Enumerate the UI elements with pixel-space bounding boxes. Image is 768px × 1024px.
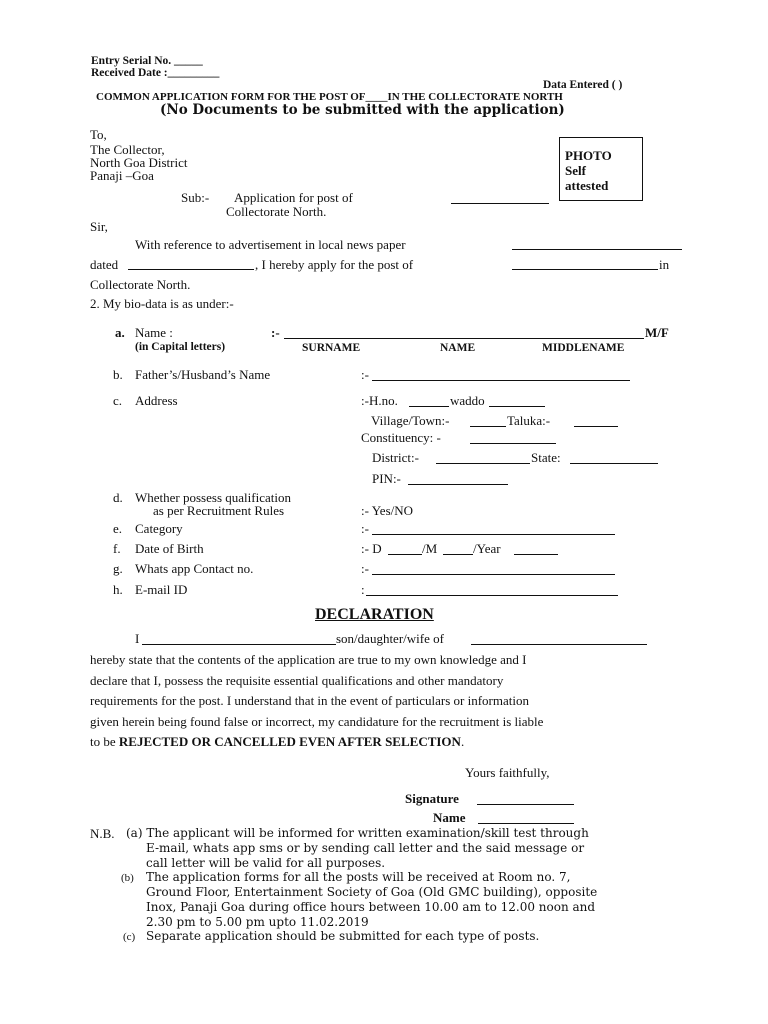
declaration-line-2: declare that I, possess the requisite essential qualifications and other mandatory xyxy=(90,673,504,688)
capital-letters-note: (in Capital letters) xyxy=(135,341,226,353)
nb-label: N.B. xyxy=(90,826,115,841)
item-f-label: f. xyxy=(113,541,121,556)
waddo-label: waddo xyxy=(450,393,485,408)
dob-day-label: :- D xyxy=(361,541,382,556)
item-g-label: g. xyxy=(113,561,123,576)
email-blank[interactable] xyxy=(366,584,618,596)
declaration-period: . xyxy=(460,734,465,749)
state-blank[interactable] xyxy=(570,452,658,464)
nb-b-line-3: Inox, Panaji Goa during office hours between 10.00 am to 12.00 noon and xyxy=(146,900,596,914)
rejection-warning: REJECTED OR CANCELLED EVEN AFTER SELECTION xyxy=(118,734,461,749)
in-label: in xyxy=(659,257,670,272)
closing-name-blank[interactable] xyxy=(478,812,574,824)
category-label: Category xyxy=(135,521,183,536)
nb-a-line-2: E-mail, whats app sms or by sending call letter and the said message or xyxy=(146,841,585,855)
whatsapp-separator: :- xyxy=(361,561,369,576)
dob-year-label: /Year xyxy=(473,541,501,556)
waddo-blank[interactable] xyxy=(489,395,545,407)
form-title: COMMON APPLICATION FORM FOR THE POST OF____IN THE COLLECTORATE NORTH xyxy=(96,91,563,103)
district-label: District:- xyxy=(372,450,419,465)
email-separator: : xyxy=(361,582,365,597)
taluka-label: Taluka:- xyxy=(507,413,551,428)
nb-b-line-2: Ground Floor, Entertainment Society of Goa (Old GMC building), opposite xyxy=(146,885,598,899)
photo-self-label: Self xyxy=(565,163,586,178)
declaration-line-4: given herein being found false or incorrect, my candidature for the recruitment is liable xyxy=(90,714,544,729)
pin-label: PIN:- xyxy=(372,471,401,486)
entry-serial-no: Entry Serial No. _____ xyxy=(91,55,203,67)
nb-a-line-1: (a) The applicant will be informed for written examination/skill test through xyxy=(126,826,589,840)
dob-month-label: /M xyxy=(422,541,438,556)
village-blank[interactable] xyxy=(470,415,506,427)
gender-label: M/F xyxy=(645,325,669,340)
category-blank[interactable] xyxy=(372,523,615,535)
taluka-blank[interactable] xyxy=(574,415,618,427)
surname-label: SURNAME xyxy=(302,342,361,354)
hno-blank[interactable] xyxy=(409,395,449,407)
dob-day-blank[interactable] xyxy=(388,543,422,555)
signature-label: Signature xyxy=(405,791,459,806)
nb-b-label: (b) xyxy=(121,872,134,884)
whatsapp-label: Whats app Contact no. xyxy=(135,561,254,576)
item-d-label: d. xyxy=(113,490,123,505)
subject-post-blank[interactable] xyxy=(451,192,549,204)
item-a-label: a. xyxy=(115,325,125,340)
qualification-label: Whether possess qualification xyxy=(135,490,291,505)
district-blank[interactable] xyxy=(436,452,530,464)
photo-attested-label: attested xyxy=(565,178,609,193)
middlename-label: MIDDLENAME xyxy=(542,342,625,354)
address-label: Address xyxy=(135,393,178,408)
dob-label: Date of Birth xyxy=(135,541,204,556)
declarant-name-blank[interactable] xyxy=(142,633,336,645)
declaration-line-1: hereby state that the contents of the application are true to my own knowledge and I xyxy=(90,652,527,667)
signature-blank[interactable] xyxy=(477,793,574,805)
dated-label: dated xyxy=(90,257,119,272)
relation-label: son/daughter/wife of xyxy=(336,631,444,646)
declaration-line-5-start: to be xyxy=(90,734,116,749)
declaration-line-5 xyxy=(90,734,464,750)
qualification-value: :- Yes/NO xyxy=(361,503,414,518)
photo-label: PHOTO xyxy=(565,148,612,163)
item-c-label: c. xyxy=(113,393,123,408)
address-line-3: Panaji –Goa xyxy=(90,168,154,183)
declaration-i: I xyxy=(135,631,140,646)
constituency-blank[interactable] xyxy=(470,432,556,444)
nb-c-line-1: Separate application should be submitted for each type of posts. xyxy=(146,929,540,943)
subject-text-2: Collectorate North. xyxy=(226,204,327,219)
whatsapp-blank[interactable] xyxy=(372,563,615,575)
no-documents-note: (No Documents to be submitted with the application) xyxy=(160,102,565,118)
nb-b-line-1: The application forms for all the posts will be received at Room no. 7, xyxy=(146,870,571,884)
data-entered: Data Entered ( ) xyxy=(543,79,623,91)
salutation: Sir, xyxy=(90,219,108,234)
nb-c-label: (c) xyxy=(123,931,136,943)
apply-text: , I hereby apply for the post of xyxy=(255,257,414,272)
item-b-label: b. xyxy=(113,367,123,382)
address-line-2: North Goa District xyxy=(90,155,188,170)
father-name-blank[interactable] xyxy=(372,369,630,381)
item-e-label: e. xyxy=(113,521,123,536)
photo-box xyxy=(559,137,643,201)
declaration-line-3: requirements for the post. I understand that in the event of particulars or information xyxy=(90,693,529,708)
post-blank[interactable] xyxy=(512,258,658,270)
subject-text: Application for post of xyxy=(234,190,353,205)
state-label: State: xyxy=(531,450,561,465)
name-label: Name : xyxy=(135,325,173,340)
subject-label: Sub:- xyxy=(181,190,210,205)
received-date: Received Date :_________ xyxy=(91,67,220,79)
category-separator: :- xyxy=(361,521,369,536)
nb-b-line-4: 2.30 pm to 5.00 pm upto 11.02.2019 xyxy=(146,915,369,929)
biodata-heading: 2. My bio-data is as under:- xyxy=(90,296,234,311)
name-column-label: NAME xyxy=(440,342,476,354)
pin-blank[interactable] xyxy=(408,473,508,485)
email-label: E-mail ID xyxy=(135,582,188,597)
declaration-title: DECLARATION xyxy=(315,606,434,623)
father-name-label: Father’s/Husband’s Name xyxy=(135,367,271,382)
newspaper-blank[interactable] xyxy=(512,238,682,250)
item-h-label: h. xyxy=(113,582,123,597)
village-label: Village/Town:- xyxy=(371,413,450,428)
name-separator: :- xyxy=(271,325,280,340)
nb-a-line-3: call letter will be valid for all purposes. xyxy=(146,856,386,870)
closing-name-label: Name xyxy=(433,810,466,825)
name-blank[interactable] xyxy=(284,327,644,339)
dob-year-blank[interactable] xyxy=(514,543,558,555)
qualification-label-2: as per Recruitment Rules xyxy=(153,503,285,518)
dob-month-blank[interactable] xyxy=(443,543,473,555)
para1-line1: With reference to advertisement in local news paper xyxy=(135,237,406,252)
father-separator: :- xyxy=(361,367,369,382)
to-label: To, xyxy=(90,127,107,142)
constituency-label: Constituency: - xyxy=(361,430,441,445)
address-line-1: The Collector, xyxy=(90,142,165,157)
hno-label: :-H.no. xyxy=(361,393,398,408)
dated-blank[interactable] xyxy=(128,258,254,270)
collectorate-text: Collectorate North. xyxy=(90,277,191,292)
yours-faithfully: Yours faithfully, xyxy=(465,765,550,780)
relation-name-blank[interactable] xyxy=(471,633,647,645)
